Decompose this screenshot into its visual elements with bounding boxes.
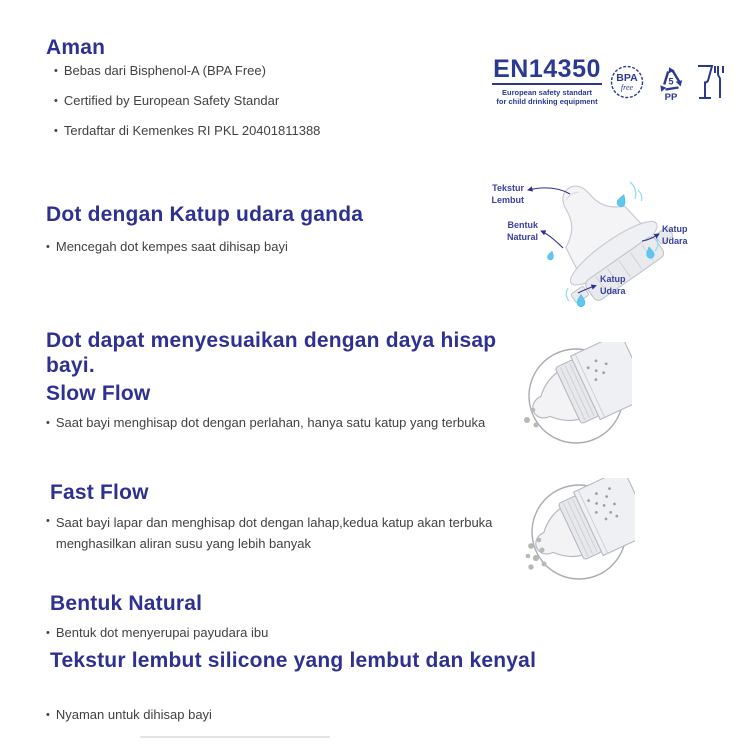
label-bentuk-natural: Bentuk Natural bbox=[506, 220, 538, 242]
food-safe-glass-fork-icon bbox=[695, 62, 727, 104]
bullet-dot: • bbox=[46, 417, 50, 429]
label-katup-udara-bottom: Katup Udara bbox=[600, 274, 626, 296]
en14350-certification bbox=[490, 56, 604, 106]
adapt-heading: Dot dapat menyesuaikan dengan daya hisap bayi. bbox=[46, 329, 497, 377]
bullet-dot: • bbox=[46, 627, 50, 639]
valve-heading: Dot dengan Katup udara ganda bbox=[46, 203, 364, 226]
fast-flow-illustration bbox=[523, 478, 635, 590]
svg-text:BPA: BPA bbox=[616, 72, 638, 84]
label-katup-udara-right: Katup Udara bbox=[662, 224, 688, 246]
svg-text:5: 5 bbox=[668, 76, 674, 87]
bullet-dot: • bbox=[46, 709, 50, 721]
list-item bbox=[54, 122, 320, 140]
bentuk-natural-heading: Bentuk Natural bbox=[50, 592, 203, 615]
valve-bullet: • Mencegah dot kempes saat dihisap bayi bbox=[46, 239, 288, 254]
bullet-dot: • bbox=[54, 95, 58, 107]
en14350-underline bbox=[492, 83, 602, 85]
slow-flow-bullet: • Saat bayi menghisap dot dengan perlahan, hanya satu katup yang terbuka bbox=[46, 415, 486, 430]
safety-bullet-1: Bebas dari Bisphenol-A (BPA Free) bbox=[63, 63, 266, 78]
safety-heading: Aman bbox=[46, 36, 106, 59]
bullet-dot: • bbox=[54, 125, 58, 137]
slow-flow-heading: Slow Flow bbox=[46, 382, 151, 405]
tekstur-heading: Tekstur lembut silicone yang lembut dan kenyal bbox=[50, 649, 537, 672]
bentuk-natural-bullet: • Bentuk dot menyerupai payudara ibu bbox=[46, 625, 269, 640]
en14350-title: EN14350 bbox=[493, 55, 601, 83]
bpa-free-icon bbox=[609, 62, 645, 104]
safety-bullet-2: Certified by European Safety Standar bbox=[63, 93, 280, 108]
slow-flow-illustration bbox=[520, 342, 632, 454]
teat-diagram bbox=[478, 160, 742, 322]
en14350-subtitle-1: European safety standart bbox=[501, 88, 593, 97]
svg-text:PP: PP bbox=[664, 92, 678, 103]
list-item bbox=[54, 92, 320, 110]
safety-bullet-list bbox=[54, 62, 320, 152]
bullet-dot: • bbox=[54, 65, 58, 77]
en14350-subtitle-2: for child drinking equipment bbox=[496, 97, 598, 106]
certification-icons bbox=[609, 62, 727, 104]
fast-flow-bullet: • Saat bayi lapar dan menghisap dot dengan lahap,kedua katup akan terbuka menghasilkan aliran susu yang lebih banyak bbox=[46, 512, 516, 554]
bottom-divider bbox=[140, 736, 330, 738]
tekstur-bullet: • Nyaman untuk dihisap bayi bbox=[46, 707, 212, 722]
bullet-dot: • bbox=[46, 515, 50, 527]
svg-text:free: free bbox=[620, 83, 634, 92]
list-item bbox=[54, 62, 320, 80]
safety-bullet-3: Terdaftar di Kemenkes RI PKL 20401811388 bbox=[63, 123, 321, 138]
label-tekstur-lembut: Tekstur Lembut bbox=[491, 183, 524, 205]
recycle-pp-icon bbox=[652, 62, 688, 104]
bullet-dot: • bbox=[46, 241, 50, 253]
fast-flow-heading: Fast Flow bbox=[50, 481, 149, 504]
